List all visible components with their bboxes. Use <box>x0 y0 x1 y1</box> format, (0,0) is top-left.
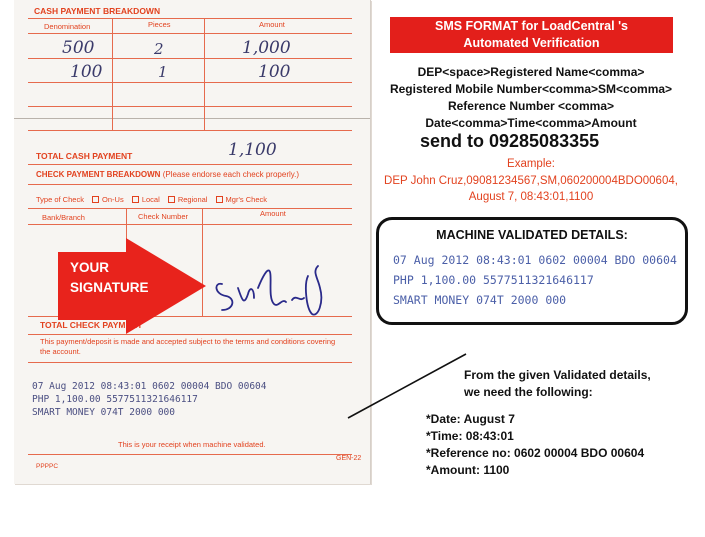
needed-item-amount: *Amount: 1100 <box>426 463 510 477</box>
needed-item-reference: *Reference no: 0602 00004 BDO 00604 <box>426 446 645 460</box>
col-denomination: Denomination <box>44 22 91 31</box>
row1-amount: 1,000 <box>242 38 291 58</box>
col-bank-branch: Bank/Branch <box>42 213 85 222</box>
footer-left-code: PPPPC <box>36 463 59 470</box>
needed-items-list <box>426 411 644 479</box>
example-label: Example: <box>507 158 555 170</box>
needed-item-date: *Date: August 7 <box>426 412 515 426</box>
type-of-check-row <box>36 195 267 204</box>
checkbox-mgrs-check[interactable] <box>216 196 223 203</box>
signature-callout <box>70 258 149 298</box>
row2-pieces: 1 <box>158 63 168 81</box>
check-breakdown-note: (Please endorse each check properly.) <box>162 170 300 179</box>
slip-disclaimer: This payment/deposit is made and accepted subject to the terms and conditions covering the account. <box>40 337 336 356</box>
row2-denomination: 100 <box>70 62 103 82</box>
fold-line <box>14 118 370 119</box>
sms-format-banner <box>390 17 673 53</box>
check-type-local: Local <box>141 195 160 204</box>
example-line-1: DEP John Cruz,09081234567,SM,060200004BDO00604, <box>384 175 678 187</box>
sms-title-line1: SMS FORMAT for LoadCentral 's <box>434 19 629 33</box>
needed-intro-line2: we need the following: <box>464 385 593 399</box>
needed-item-time: *Time: 08:43:01 <box>426 429 514 443</box>
row1-pieces: 2 <box>154 40 164 58</box>
validated-title: MACHINE VALIDATED DETAILS: <box>436 228 628 242</box>
validated-line-1: 07 Aug 2012 08:43:01 0602 00004 BDO 00604 <box>393 253 677 267</box>
validated-lines <box>393 250 677 310</box>
example-line-2: August 7, 08:43:01,1100 <box>468 191 594 203</box>
check-breakdown-heading <box>36 170 299 179</box>
slip-receipt-line-3: SMART MONEY 074T 2000 000 <box>32 407 175 418</box>
sms-title-line2: Automated Verification <box>463 36 600 50</box>
signature-label-line2: SIGNATURE <box>70 280 149 295</box>
footer-form-code: GEN-22 <box>336 455 362 462</box>
col-pieces: Pieces <box>148 20 171 29</box>
format-line-4: Date<comma>Time<comma>Amount <box>425 116 637 130</box>
checkbox-on-us[interactable] <box>92 196 99 203</box>
machine-validated-bubble <box>376 217 688 325</box>
slip-receipt-line-2: PHP 1,100.00 5577511321646117 <box>32 394 198 405</box>
validated-line-3: SMART MONEY 074T 2000 000 <box>393 293 567 307</box>
total-cash-value: 1,100 <box>228 140 277 160</box>
format-line-1: DEP<space>Registered Name<comma> <box>417 65 645 79</box>
checkbox-local[interactable] <box>132 196 139 203</box>
signature-label-line1: YOUR <box>70 260 110 275</box>
checkbox-regional[interactable] <box>168 196 175 203</box>
check-type-on-us: On-Us <box>102 195 124 204</box>
slip-receipt-validation <box>32 380 267 419</box>
col-amount: Amount <box>259 20 285 29</box>
receipt-caption: This is your receipt when machine validated. <box>118 440 266 449</box>
total-cash-label: TOTAL CASH PAYMENT <box>36 151 133 161</box>
slip-receipt-line-1: 07 Aug 2012 08:43:01 0602 00004 BDO 00604 <box>32 381 267 392</box>
validated-line-2: PHP 1,100.00 5577511321646117 <box>393 273 594 287</box>
row2-amount: 100 <box>258 62 291 82</box>
col-check-number: Check Number <box>138 212 189 221</box>
total-check-label: TOTAL CHECK PAYMENT <box>40 320 143 330</box>
cash-breakdown-header: CASH PAYMENT BREAKDOWN <box>34 6 161 16</box>
needed-intro-line1: From the given Validated details, <box>464 368 651 382</box>
check-type-mgrs: Mgr's Check <box>225 195 267 204</box>
handwritten-signature <box>208 258 338 324</box>
check-breakdown-header: CHECK PAYMENT BREAKDOWN <box>36 170 161 179</box>
needed-intro <box>464 367 651 401</box>
format-line-3: Reference Number <comma> <box>447 99 615 113</box>
type-of-check-label: Type of Check <box>36 195 84 204</box>
check-type-regional: Regional <box>177 195 208 204</box>
send-to-number: send to 09285083355 <box>420 131 600 151</box>
row1-denomination: 500 <box>62 38 95 58</box>
col-check-amount: Amount <box>260 209 286 218</box>
format-line-2: Registered Mobile Number<comma>SM<comma> <box>389 82 673 96</box>
